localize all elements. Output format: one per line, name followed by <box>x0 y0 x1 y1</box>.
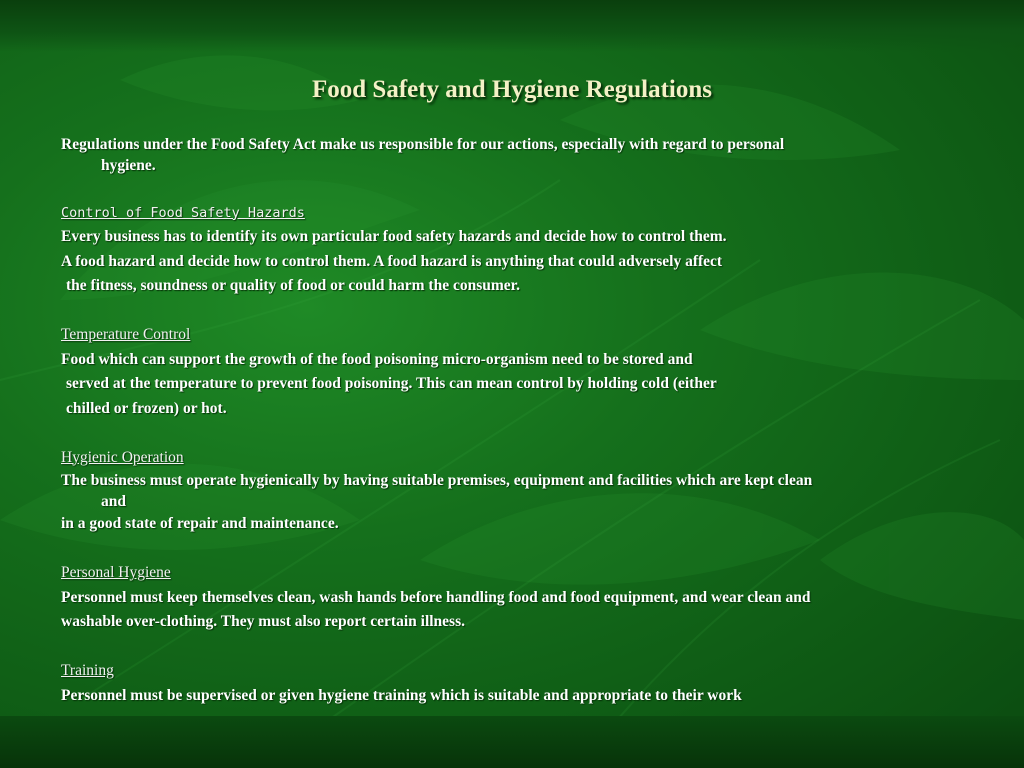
section-control-of-hazards <box>61 201 961 299</box>
section-line: served at the temperature to prevent food poisoning. This can mean control by holding cold (either <box>66 375 717 392</box>
section-personal-hygiene <box>61 561 961 635</box>
bottom-band <box>0 716 1024 768</box>
section-line: washable over-clothing. They must also report certain illness. <box>61 613 465 630</box>
section-heading: Training <box>61 662 114 679</box>
section-heading: Control of Food Safety Hazards <box>61 204 305 221</box>
intro-line: hygiene. <box>101 157 156 174</box>
top-band <box>0 0 1024 52</box>
spacer <box>61 421 961 446</box>
section-line: A food hazard and decide how to control them. A food hazard is anything that could adversely affect <box>61 252 723 270</box>
section-line: chilled or frozen) or hot. <box>66 399 227 417</box>
section-line: Personnel must be supervised or given hygiene training which is suitable and appropriate to their work <box>61 686 742 704</box>
slide-body <box>61 134 961 708</box>
section-temperature-control <box>61 323 961 421</box>
section-training <box>61 659 961 708</box>
section-line: and <box>101 493 126 510</box>
section-line: Food which can support the growth of the food poisoning micro-organism need to be stored and <box>61 350 693 368</box>
spacer <box>61 299 961 324</box>
section-hygienic-operation <box>61 446 961 537</box>
spacer <box>61 635 961 660</box>
section-line: Personnel must keep themselves clean, wash hands before handling food and food equipment, and wear clean and <box>61 588 811 606</box>
spacer <box>61 537 961 562</box>
section-line: the fitness, soundness or quality of food or could harm the consumer. <box>66 277 520 294</box>
spacer <box>61 176 961 201</box>
intro-line: Regulations under the Food Safety Act make us responsible for our actions, especially with regard to personal <box>61 136 785 153</box>
section-heading: Hygienic Operation <box>61 448 184 466</box>
section-line: in a good state of repair and maintenance. <box>61 515 339 532</box>
section-line: The business must operate hygienically by having suitable premises, equipment and facilities which are kept clean <box>61 472 813 489</box>
section-heading: Personal Hygiene <box>61 564 171 581</box>
section-heading: Temperature Control <box>61 326 191 343</box>
slide-title: Food Safety and Hygiene Regulations <box>311 76 713 103</box>
intro-paragraph <box>61 134 961 176</box>
section-line: Every business has to identify its own particular food safety hazards and decide how to control them. <box>61 228 727 245</box>
